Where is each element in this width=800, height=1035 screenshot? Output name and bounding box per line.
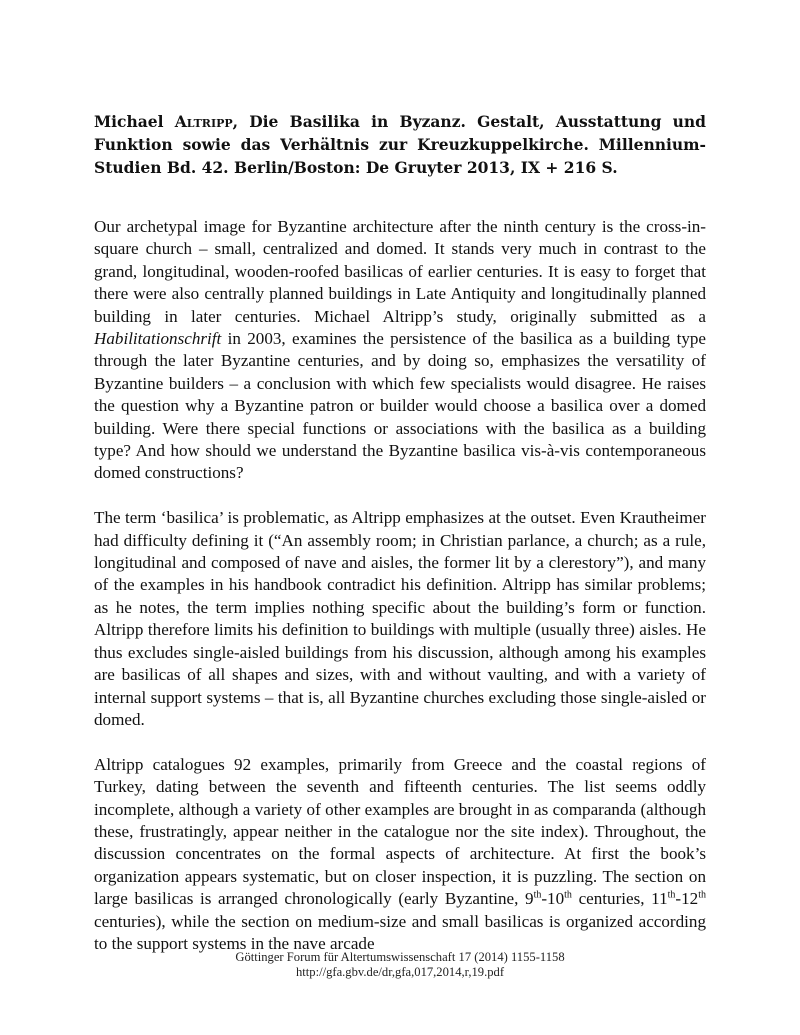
review-heading <box>94 110 706 179</box>
page-footer <box>0 950 800 980</box>
source-url: http://gfa.gbv.de/dr,gfa,017,2014,r,19.pdf <box>295 965 505 979</box>
paragraph-1-text-b: in 2003, examines the persistence of the basilica as a building type through the later Byzantine centuries, and by doing so, emphasizes the versatility of Byzantine builders – a conclusion with which few specialists would disagree. He raises the question why a Byzantine patron or builder would choose a basilica over a domed building. Were there special functions or associations with the basilica as a building type? And how should we understand the Byzantine basilica vis-à-vis contemporaneous domed constructions? <box>94 329 706 483</box>
review-body <box>94 216 706 978</box>
journal-citation: Göttinger Forum für Altertumswissenschaft 17 (2014) 1155-1158 <box>235 950 565 964</box>
paragraph-3-text-c: centuries, 11 <box>571 889 668 909</box>
superscript: th <box>667 889 676 901</box>
paragraph-3-text-a: Altripp catalogues 92 examples, primarily from Greece and the coastal regions of Turkey, dating between the seventh and fifteenth centuries. The list seems oddly incomplete, although a variety of other examples are brought in as comparanda (although these, frustratingly, appear neither in the catalogue nor the site index). Throughout, the discussion concentrates on the formal aspects of architecture. At first the book’s organization appears systematic, but on closer inspection, it is puzzling. The section on large basilicas is arranged chronologically (early Byzantine, 9 <box>94 754 706 909</box>
superscript: th <box>564 889 572 901</box>
paragraph-3-text-d: -12 <box>675 889 699 909</box>
italic-term: Habilitationschrift <box>94 329 222 349</box>
author-first-name: Michael <box>94 112 175 131</box>
superscript: th <box>533 889 542 901</box>
paragraph-3 <box>94 754 706 956</box>
superscript: th <box>698 889 706 901</box>
paragraph-1-text-a: Our archetypal image for Byzantine architecture after the ninth century is the cross-in-square church – small, centralized and domed. It stands very much in contrast to the grand, longitudinal, wooden-roofed basilicas of earlier centuries. It is easy to forget that there were also centrally planned buildings in Late Antiquity and longitudinally planned building in later centuries. Michael Altripp’s study, originally submitted as a <box>94 217 706 326</box>
paragraph-2: The term ‘basilica’ is problematic, as Altripp emphasizes at the outset. Even Krautheimer had difficulty defining it (“An assembly room; in Christian parlance, a church; as a rule, longitudinal and composed of nave and aisles, the former lit by a clerestory”), and many of the examples in his handbook contradict his definition. Altripp has similar problems; as he notes, the term implies nothing specific about the building’s form or function. Altripp therefore limits his definition to buildings with multiple (usually three) aisles. He thus excludes single-aisled buildings from his discussion, although among his examples are basilicas of all shapes and sizes, with and without vaulting, and with a variety of internal support systems – that is, all Byzantine churches excluding those single-aisled or domed. <box>94 508 706 729</box>
book-citation: , Die Basilika in Byzanz. Gestalt, Ausstattung und Funktion sowie das Verhältnis zur Kreuzkuppelkirche. Millennium-Studien Bd. 42. Berlin/Boston: De Gruyter 2013, IX + 216 S. <box>94 112 706 177</box>
author-last-name: Altripp <box>174 112 233 131</box>
paragraph-1 <box>94 216 706 485</box>
paragraph-3-text-b: -10 <box>541 889 565 909</box>
paragraph-3-text-e: centuries), while the section on medium-size and small basilicas is organized according to the support systems in the nave arcade <box>94 911 706 953</box>
